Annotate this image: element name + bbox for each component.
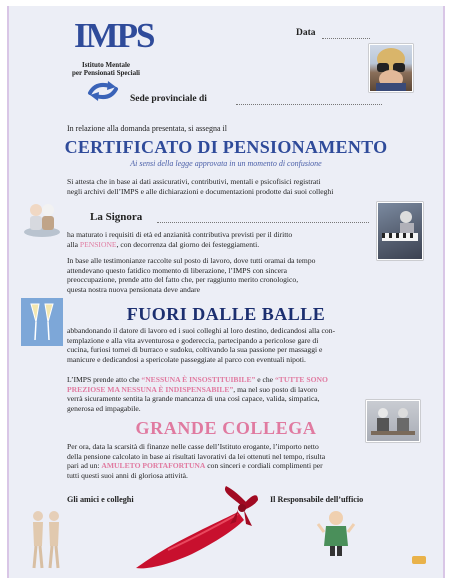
imps-prende-line-3: verrà sicuramente sentita la grande mancanza di una così capace, valida, simpatica, [67,394,320,404]
per-ora-line-3 [67,461,417,471]
signora-label: La Signora [90,211,143,223]
imps-prende-line-4: generosa ed impagabile. [67,403,141,413]
abbandonando-line-4: manicure e dedicandosi a spericolate passeggiate al parco con eventuali nipoti. [67,354,306,364]
imps-prende-line-2 [67,385,427,395]
imps-prende-l1-pre: L’IMPS prende atto che [67,375,142,384]
logo-subtitle [64,61,148,77]
dancing-couple-icon [24,508,68,574]
requisiti-line-2 [67,240,377,250]
attest-line-1: Si attesta che in base ai dati assicurativi, contributivi, mentali e psicofisici registrati [67,177,321,186]
logo-subtitle-line2: per Pensionati Speciali [72,69,140,78]
testimonianze-paragraph [67,256,377,295]
attest-line-2: negli archivi dell’IMPS e alle dichiarazioni e documentazioni prodotte dai suoi colleghi [67,186,334,196]
testimonianze-line-1: In base alle testimonianze raccolte sul posto di lavoro, dove tutti oramai da tempo [67,256,316,265]
piano-photo [377,202,423,260]
red-chili-pepper-amulet-icon [130,484,260,574]
quote-indispensabile: PREZIOSE MA NESSUNA È INDISPENSABILE” [67,384,234,394]
amuleto-highlight: AMULETO PORTAFORTUNA [101,461,206,471]
grande-collega-title: GRANDE COLLEGA [135,418,317,438]
testimonianze-line-2: attendevano questo fatidico momento di liberazione, l’IMPS con sincera [67,265,287,275]
signature-right: Il Responsabile dell’ufficio [270,495,364,504]
per-ora-l3-pre: pari ad un: [67,461,102,471]
imps-prende-line-1 [67,375,427,385]
intro-text: In relazione alla domanda presentata, si assegna il [67,124,227,133]
sede-label: Sede provinciale di [130,94,207,104]
data-dotted-line [322,30,370,39]
per-ora-paragraph [67,442,417,481]
certificate-subtitle: Ai sensi della legge approvata in un momento di confusione [130,159,322,168]
per-ora-line-1: Per ora, data la scarsità di finanze nelle casse dell’Istituto erogante, l’importo netto [67,442,319,451]
per-ora-line-4: tutti questi suoi anni di gloriosa attività. [67,470,188,480]
abbandonando-paragraph [67,326,427,365]
logo-subtitle-line1: Istituto Mentale [81,61,131,69]
abbandonando-line-3: cucina, furiosi tornei di burraco e sudoku, coltivando la sua passione per massaggi e [67,345,323,355]
fuori-title: FUORI DALLE BALLE [126,304,326,324]
publisher-logo [412,556,426,564]
logo-title: IMPS [74,16,154,55]
doctor-figurine-icon [316,508,356,558]
certificate-title: CERTIFICATO DI PENSIONAMENTO [64,137,388,157]
piano-player-icon [378,203,422,259]
imps-prende-l1-mid: e che [255,375,275,384]
abbandonando-line-2: templazione e alla vita avventurosa e godereccia, partecipando a pericolose gare di [67,335,319,345]
quote-insostituibile: “NESSUNA È INSOSTITUIBILE” [141,375,256,384]
abbandonando-line-1: abbandonando il datore di lavoro ed i suoi colleghi al loro destino, dedicandosi alla con- [67,326,336,335]
binoculars-photo [369,44,413,92]
quote-tutte-sono: “TUTTE SONO [274,375,328,384]
circular-arrows-icon [86,80,120,102]
per-ora-l3-post: con sinceri e cordiali complimenti per [205,461,323,471]
testimonianze-line-3: preoccupazione, prende atto del fatto che, per raggiunto merito cronologico, [67,275,299,285]
testimonianze-line-4: questa nostra nuova pensionata deve andare [67,284,201,294]
requisiti-paragraph [67,230,377,249]
requisiti-line-2-post: , con decorrenza dal giorno dei festeggiamenti. [116,239,260,249]
signature-left: Gli amici e colleghi [67,495,134,504]
imps-prende-l2-post: , ma nel suo posto di lavoro [233,384,318,394]
per-ora-line-2: della pensione calcolato in base ai risultati lavorativi da lei ottenuti nel tempo, risulta [67,451,326,461]
couple-figurine-icon [22,198,62,238]
requisiti-line-1: ha maturato i requisiti di età ed anzianità contributiva previsti per il diritto [67,230,293,239]
binoculars-icon [370,45,412,91]
elderly-couple-figurine [22,198,62,238]
dancing-couple-figurine [24,508,68,574]
attest-paragraph [67,177,417,196]
pensione-highlight: PENSIONE [79,239,117,249]
sede-dotted-line [236,96,382,105]
signora-dotted-line [157,214,369,223]
requisiti-line-2-pre: alla [67,239,80,249]
data-label: Data [296,28,316,38]
doctor-figurine [316,508,356,558]
